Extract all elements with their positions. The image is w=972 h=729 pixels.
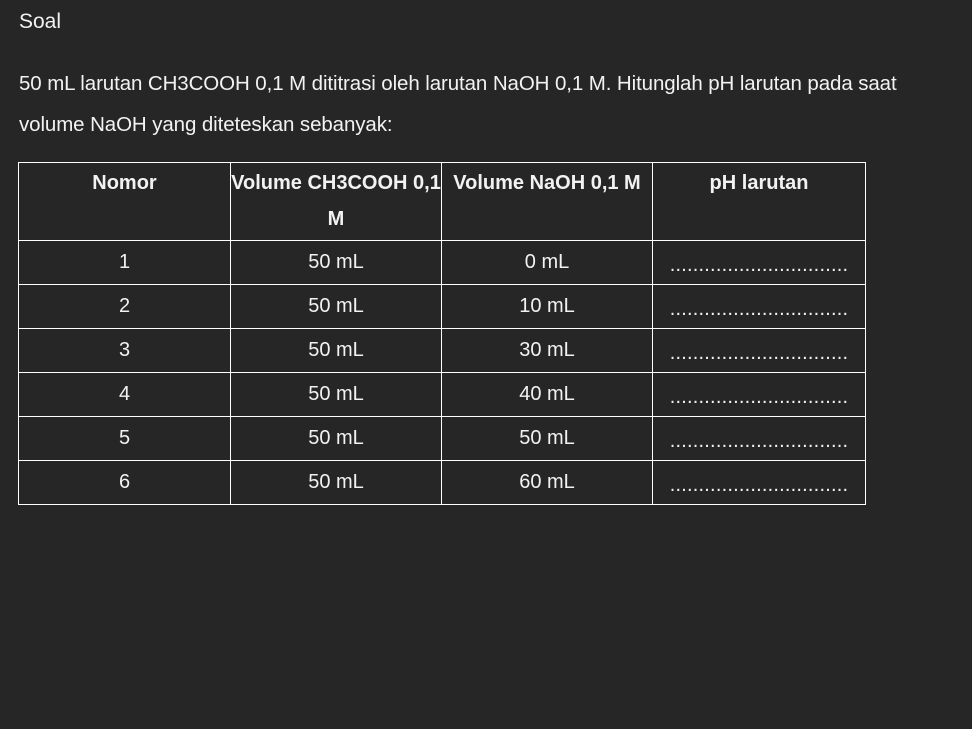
- cell-nomor: 6: [19, 461, 231, 505]
- cell-volume-ch3cooh: 50 mL: [231, 285, 442, 329]
- question-text: 50 mL larutan CH3COOH 0,1 M dititrasi oleh larutan NaOH 0,1 M. Hitunglah pH larutan pada saat volume NaOH yang diteteskan sebanyak:: [19, 72, 897, 136]
- cell-nomor: 5: [19, 417, 231, 461]
- cell-volume-naoh: 60 mL: [442, 461, 653, 505]
- cell-volume-naoh: 10 mL: [442, 285, 653, 329]
- cell-ph-blank: ...............................: [653, 417, 866, 461]
- cell-volume-ch3cooh: 50 mL: [231, 417, 442, 461]
- cell-ph-blank: ...............................: [653, 461, 866, 505]
- cell-ph-blank: ...............................: [653, 241, 866, 285]
- cell-nomor: 1: [19, 241, 231, 285]
- cell-nomor: 3: [19, 329, 231, 373]
- header-volume-naoh: Volume NaOH 0,1 M: [442, 163, 653, 241]
- table-row: [19, 461, 866, 505]
- cell-volume-naoh: 50 mL: [442, 417, 653, 461]
- table-row: [19, 241, 866, 285]
- cell-ph-blank: ...............................: [653, 373, 866, 417]
- header-nomor: Nomor: [19, 163, 231, 241]
- titration-table: [18, 162, 866, 505]
- cell-volume-naoh: 30 mL: [442, 329, 653, 373]
- section-heading: Soal: [19, 10, 62, 33]
- cell-volume-naoh: 40 mL: [442, 373, 653, 417]
- table-row: [19, 373, 866, 417]
- table-row: [19, 285, 866, 329]
- cell-volume-ch3cooh: 50 mL: [231, 241, 442, 285]
- cell-volume-ch3cooh: 50 mL: [231, 373, 442, 417]
- table-row: [19, 329, 866, 373]
- table-row: [19, 417, 866, 461]
- cell-volume-ch3cooh: 50 mL: [231, 461, 442, 505]
- cell-nomor: 4: [19, 373, 231, 417]
- cell-volume-naoh: 0 mL: [442, 241, 653, 285]
- cell-nomor: 2: [19, 285, 231, 329]
- cell-volume-ch3cooh: 50 mL: [231, 329, 442, 373]
- header-volume-ch3cooh: Volume CH3COOH 0,1 M: [231, 163, 442, 241]
- cell-ph-blank: ...............................: [653, 285, 866, 329]
- cell-ph-blank: ...............................: [653, 329, 866, 373]
- table-header-row: [19, 163, 866, 241]
- header-ph-larutan: pH larutan: [653, 163, 866, 241]
